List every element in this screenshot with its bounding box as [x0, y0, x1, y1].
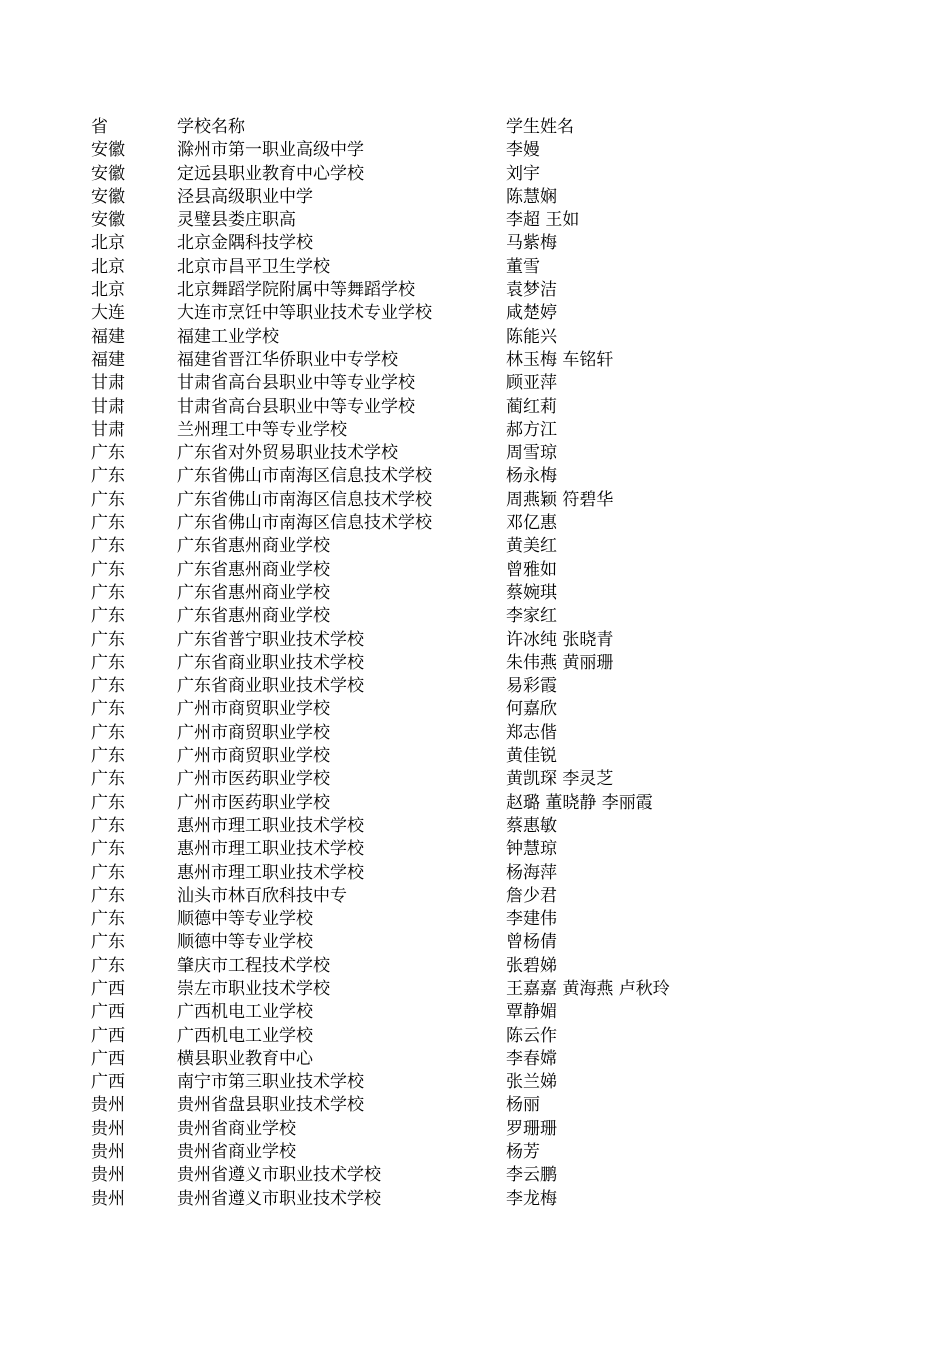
table-row — [91, 256, 911, 279]
table-row — [91, 1118, 911, 1141]
table-row — [91, 955, 911, 978]
student-cell: 杨丽 — [506, 1095, 540, 1116]
school-cell: 广东省佛山市南海区信息技术学校 — [177, 489, 432, 510]
school-cell: 灵璧县娄庄职高 — [177, 210, 296, 231]
student-cell: 王嘉嘉 黄海燕 卢秋玲 — [506, 978, 670, 999]
student-cell: 李建伟 — [506, 909, 557, 930]
student-cell: 蔡婉琪 — [506, 582, 557, 603]
province-cell: 广西 — [91, 1048, 125, 1069]
school-cell: 广州市商贸职业学校 — [177, 746, 330, 767]
student-cell: 张碧娣 — [506, 955, 557, 976]
student-cell: 李春嫦 — [506, 1048, 557, 1069]
table-row — [91, 1001, 911, 1024]
province-cell: 广东 — [91, 769, 125, 790]
table-row — [91, 302, 911, 325]
table-row — [91, 1188, 911, 1211]
province-cell: 广西 — [91, 1072, 125, 1093]
table-row — [91, 186, 911, 209]
table-row — [91, 535, 911, 558]
student-cell: 朱伟燕 黄丽珊 — [506, 652, 614, 673]
school-cell: 广西机电工业学校 — [177, 1025, 313, 1046]
province-cell: 广东 — [91, 722, 125, 743]
header-school: 学校名称 — [177, 117, 245, 137]
student-cell: 易彩霞 — [506, 676, 557, 697]
school-cell: 广东省惠州商业学校 — [177, 536, 330, 557]
student-cell: 李龙梅 — [506, 1188, 557, 1209]
student-cell: 詹少君 — [506, 885, 557, 906]
province-cell: 北京 — [91, 233, 125, 254]
province-cell: 安徽 — [91, 163, 125, 184]
province-cell: 广东 — [91, 839, 125, 860]
school-cell: 广州市医药职业学校 — [177, 769, 330, 790]
school-cell: 泾县高级职业中学 — [177, 186, 313, 207]
table-row — [91, 629, 911, 652]
table-row — [91, 722, 911, 745]
student-cell: 陈云作 — [506, 1025, 557, 1046]
province-cell: 北京 — [91, 280, 125, 301]
student-cell: 蔡惠敏 — [506, 815, 557, 836]
student-cell: 曾杨倩 — [506, 932, 557, 953]
province-cell: 广东 — [91, 629, 125, 650]
student-cell: 李云鹏 — [506, 1165, 557, 1186]
province-cell: 广东 — [91, 792, 125, 813]
school-cell: 贵州省商业学校 — [177, 1142, 296, 1163]
student-cell: 刘宇 — [506, 163, 540, 184]
province-cell: 广东 — [91, 536, 125, 557]
student-cell: 许冰纯 张晓青 — [506, 629, 614, 650]
province-cell: 大连 — [91, 303, 125, 324]
province-cell: 广西 — [91, 1025, 125, 1046]
table-row — [91, 768, 911, 791]
school-cell: 惠州市理工职业技术学校 — [177, 862, 364, 883]
school-cell: 北京市昌平卫生学校 — [177, 256, 330, 277]
table-row — [91, 232, 911, 255]
province-cell: 广西 — [91, 978, 125, 999]
province-cell: 贵州 — [91, 1118, 125, 1139]
school-cell: 福建工业学校 — [177, 326, 279, 347]
school-cell: 北京金隅科技学校 — [177, 233, 313, 254]
school-cell: 肇庆市工程技术学校 — [177, 955, 330, 976]
school-cell: 大连市烹饪中等职业技术专业学校 — [177, 303, 432, 324]
school-cell: 广东省商业职业技术学校 — [177, 676, 364, 697]
province-cell: 安徽 — [91, 210, 125, 231]
province-cell: 广东 — [91, 955, 125, 976]
student-cell: 杨芳 — [506, 1142, 540, 1163]
student-cell: 黄凯琛 李灵芝 — [506, 769, 614, 790]
school-cell: 汕头市林百欣科技中专 — [177, 885, 347, 906]
school-cell: 滁州市第一职业高级中学 — [177, 140, 364, 161]
province-cell: 贵州 — [91, 1142, 125, 1163]
student-cell: 陈能兴 — [506, 326, 557, 347]
province-cell: 贵州 — [91, 1165, 125, 1186]
school-cell: 福建省晋江华侨职业中专学校 — [177, 349, 398, 370]
table-row — [91, 745, 911, 768]
table-row — [91, 815, 911, 838]
table-row — [91, 1141, 911, 1164]
student-cell: 李家红 — [506, 606, 557, 627]
table-row — [91, 396, 911, 419]
table-row — [91, 1048, 911, 1071]
table-row — [91, 978, 911, 1001]
table-row — [91, 1094, 911, 1117]
school-cell: 顺德中等专业学校 — [177, 909, 313, 930]
student-cell: 陈慧娴 — [506, 186, 557, 207]
province-cell: 广东 — [91, 909, 125, 930]
province-cell: 安徽 — [91, 140, 125, 161]
table-row — [91, 326, 911, 349]
province-cell: 广东 — [91, 699, 125, 720]
student-cell: 郑志偕 — [506, 722, 557, 743]
school-cell: 兰州理工中等专业学校 — [177, 419, 347, 440]
province-cell: 广东 — [91, 746, 125, 767]
student-cell: 郝方江 — [506, 419, 557, 440]
province-cell: 福建 — [91, 349, 125, 370]
table-row — [91, 419, 911, 442]
student-cell: 周燕颖 符碧华 — [506, 489, 614, 510]
student-table — [91, 116, 911, 1211]
province-cell: 广东 — [91, 443, 125, 464]
province-cell: 贵州 — [91, 1188, 125, 1209]
table-row — [91, 163, 911, 186]
school-cell: 惠州市理工职业技术学校 — [177, 839, 364, 860]
school-cell: 南宁市第三职业技术学校 — [177, 1072, 364, 1093]
student-cell: 袁梦洁 — [506, 280, 557, 301]
province-cell: 广东 — [91, 513, 125, 534]
school-cell: 广东省对外贸易职业技术学校 — [177, 443, 398, 464]
school-cell: 广西机电工业学校 — [177, 1002, 313, 1023]
school-cell: 广东省惠州商业学校 — [177, 606, 330, 627]
school-cell: 贵州省遵义市职业技术学校 — [177, 1188, 381, 1209]
table-row — [91, 698, 911, 721]
student-cell: 杨海萍 — [506, 862, 557, 883]
table-row — [91, 652, 911, 675]
province-cell: 贵州 — [91, 1095, 125, 1116]
student-cell: 李嫚 — [506, 140, 540, 161]
school-cell: 顺德中等专业学校 — [177, 932, 313, 953]
school-cell: 崇左市职业技术学校 — [177, 978, 330, 999]
student-cell: 黄美红 — [506, 536, 557, 557]
table-row — [91, 931, 911, 954]
province-cell: 广东 — [91, 652, 125, 673]
province-cell: 广东 — [91, 559, 125, 580]
student-cell: 周雪琼 — [506, 443, 557, 464]
header-province: 省 — [91, 117, 108, 137]
table-row — [91, 675, 911, 698]
table-body — [91, 139, 911, 1211]
school-cell: 广州市商贸职业学校 — [177, 722, 330, 743]
table-row — [91, 908, 911, 931]
table-row — [91, 372, 911, 395]
student-cell: 林玉梅 车铭轩 — [506, 349, 614, 370]
student-cell: 杨永梅 — [506, 466, 557, 487]
province-cell: 广东 — [91, 676, 125, 697]
school-cell: 甘肃省高台县职业中等专业学校 — [177, 373, 415, 394]
student-cell: 马紫梅 — [506, 233, 557, 254]
province-cell: 甘肃 — [91, 373, 125, 394]
student-cell: 邓亿惠 — [506, 513, 557, 534]
table-row — [91, 559, 911, 582]
table-row — [91, 792, 911, 815]
province-cell: 广东 — [91, 582, 125, 603]
school-cell: 广东省佛山市南海区信息技术学校 — [177, 513, 432, 534]
student-cell: 黄佳锐 — [506, 746, 557, 767]
table-row — [91, 465, 911, 488]
table-row — [91, 442, 911, 465]
header-student: 学生姓名 — [506, 117, 574, 137]
school-cell: 贵州省盘县职业技术学校 — [177, 1095, 364, 1116]
table-row — [91, 209, 911, 232]
school-cell: 惠州市理工职业技术学校 — [177, 815, 364, 836]
student-cell: 顾亚萍 — [506, 373, 557, 394]
table-row — [91, 279, 911, 302]
table-row — [91, 1025, 911, 1048]
student-cell: 张兰娣 — [506, 1072, 557, 1093]
province-cell: 广东 — [91, 932, 125, 953]
table-row — [91, 1071, 911, 1094]
student-cell: 罗珊珊 — [506, 1118, 557, 1139]
table-row — [91, 605, 911, 628]
school-cell: 广东省普宁职业技术学校 — [177, 629, 364, 650]
table-row — [91, 885, 911, 908]
student-cell: 咸楚婷 — [506, 303, 557, 324]
province-cell: 广西 — [91, 1002, 125, 1023]
student-cell: 钟慧琼 — [506, 839, 557, 860]
table-row — [91, 582, 911, 605]
table-row — [91, 512, 911, 535]
province-cell: 安徽 — [91, 186, 125, 207]
school-cell: 甘肃省高台县职业中等专业学校 — [177, 396, 415, 417]
province-cell: 北京 — [91, 256, 125, 277]
table-header — [91, 116, 911, 139]
student-cell: 何嘉欣 — [506, 699, 557, 720]
school-cell: 广东省惠州商业学校 — [177, 582, 330, 603]
province-cell: 广东 — [91, 489, 125, 510]
student-cell: 赵璐 董晓静 李丽霞 — [506, 792, 653, 813]
table-row — [91, 838, 911, 861]
table-row — [91, 862, 911, 885]
province-cell: 广东 — [91, 466, 125, 487]
province-cell: 广东 — [91, 815, 125, 836]
school-cell: 横县职业教育中心 — [177, 1048, 313, 1069]
province-cell: 广东 — [91, 606, 125, 627]
school-cell: 广州市医药职业学校 — [177, 792, 330, 813]
school-cell: 广东省商业职业技术学校 — [177, 652, 364, 673]
province-cell: 广东 — [91, 862, 125, 883]
school-cell: 贵州省遵义市职业技术学校 — [177, 1165, 381, 1186]
student-cell: 蔺红莉 — [506, 396, 557, 417]
school-cell: 定远县职业教育中心学校 — [177, 163, 364, 184]
school-cell: 北京舞蹈学院附属中等舞蹈学校 — [177, 280, 415, 301]
student-cell: 曾雅如 — [506, 559, 557, 580]
school-cell: 广东省惠州商业学校 — [177, 559, 330, 580]
school-cell: 贵州省商业学校 — [177, 1118, 296, 1139]
province-cell: 甘肃 — [91, 419, 125, 440]
table-row — [91, 1164, 911, 1187]
province-cell: 福建 — [91, 326, 125, 347]
table-row — [91, 489, 911, 512]
school-cell: 广州市商贸职业学校 — [177, 699, 330, 720]
province-cell: 甘肃 — [91, 396, 125, 417]
student-cell: 覃静媚 — [506, 1002, 557, 1023]
student-cell: 董雪 — [506, 256, 540, 277]
school-cell: 广东省佛山市南海区信息技术学校 — [177, 466, 432, 487]
table-row — [91, 139, 911, 162]
table-row — [91, 349, 911, 372]
province-cell: 广东 — [91, 885, 125, 906]
student-cell: 李超 王如 — [506, 210, 580, 231]
